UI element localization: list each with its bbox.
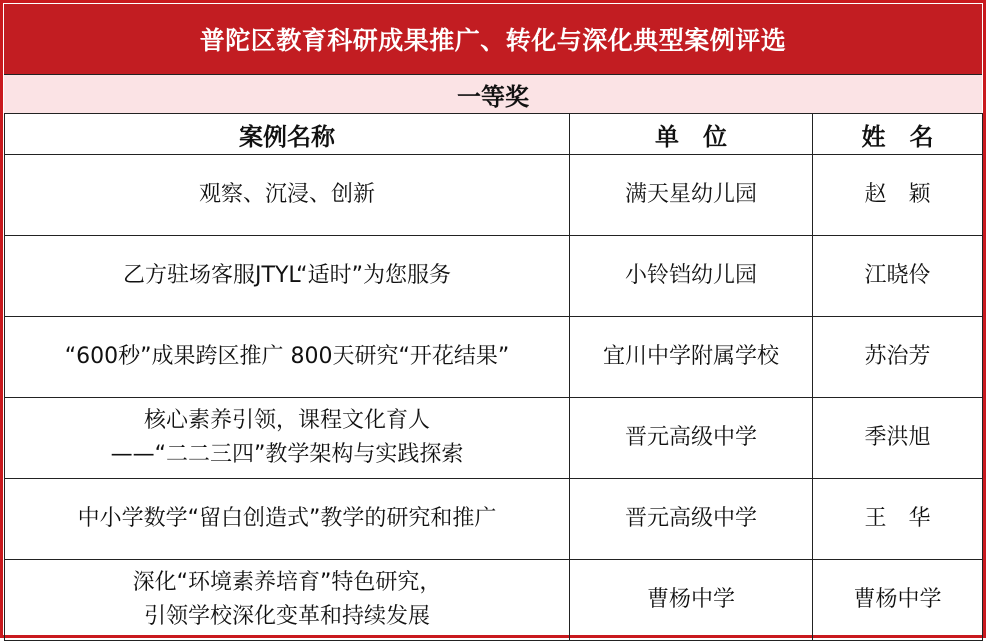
person-cell: 江晓伶 xyxy=(813,236,983,317)
case-name-cell xyxy=(5,479,570,560)
table-header-row xyxy=(5,114,983,155)
header-unit: 单 位 xyxy=(570,114,813,155)
unit-cell: 小铃铛幼儿园 xyxy=(570,236,813,317)
header-person: 姓 名 xyxy=(813,114,983,155)
unit-cell: 晋元高级中学 xyxy=(570,398,813,479)
case-name-line1: 中小学数学“留白创造式”教学的研究和推广 xyxy=(77,506,497,531)
case-name-cell xyxy=(5,236,570,317)
case-name-line1: 核心素养引领，课程文化育人 xyxy=(143,408,430,433)
case-name-line1: “600秒”成果跨区推广 800天研究“开花结果” xyxy=(64,344,510,369)
award-level-heading: 一等奖 xyxy=(4,74,982,114)
unit-cell: 晋元高级中学 xyxy=(570,479,813,560)
case-name-cell xyxy=(5,317,570,398)
table-row xyxy=(5,398,983,479)
header-case-name: 案例名称 xyxy=(5,114,570,155)
case-name-cell xyxy=(5,398,570,479)
case-name-cell xyxy=(5,560,570,641)
case-name-line2: ——“二二三四”教学架构与实践探索 xyxy=(110,442,464,467)
person-cell: 季洪旭 xyxy=(813,398,983,479)
person-cell: 曹杨中学 xyxy=(813,560,983,641)
unit-cell: 满天星幼儿园 xyxy=(570,155,813,236)
cases-table xyxy=(4,113,983,641)
case-name-line1: 观察、沉浸、创新 xyxy=(198,182,375,207)
table-row xyxy=(5,560,983,641)
case-name-line2: 引领学校深化变革和持续发展 xyxy=(143,604,430,629)
person-cell: 赵 颖 xyxy=(813,155,983,236)
case-name-line1: 深化“环境素养培育”特色研究， xyxy=(132,570,442,595)
case-name-cell xyxy=(5,155,570,236)
person-cell: 苏治芳 xyxy=(813,317,983,398)
table-row xyxy=(5,155,983,236)
unit-cell: 曹杨中学 xyxy=(570,560,813,641)
table-row xyxy=(5,317,983,398)
page-title: 普陀区教育科研成果推广、转化与深化典型案例评选 xyxy=(4,4,982,74)
unit-cell: 宜川中学附属学校 xyxy=(570,317,813,398)
table-row xyxy=(5,236,983,317)
person-cell: 王 华 xyxy=(813,479,983,560)
case-name-line1: 乙方驻场客服JTYL“适时”为您服务 xyxy=(123,263,451,288)
table-row xyxy=(5,479,983,560)
